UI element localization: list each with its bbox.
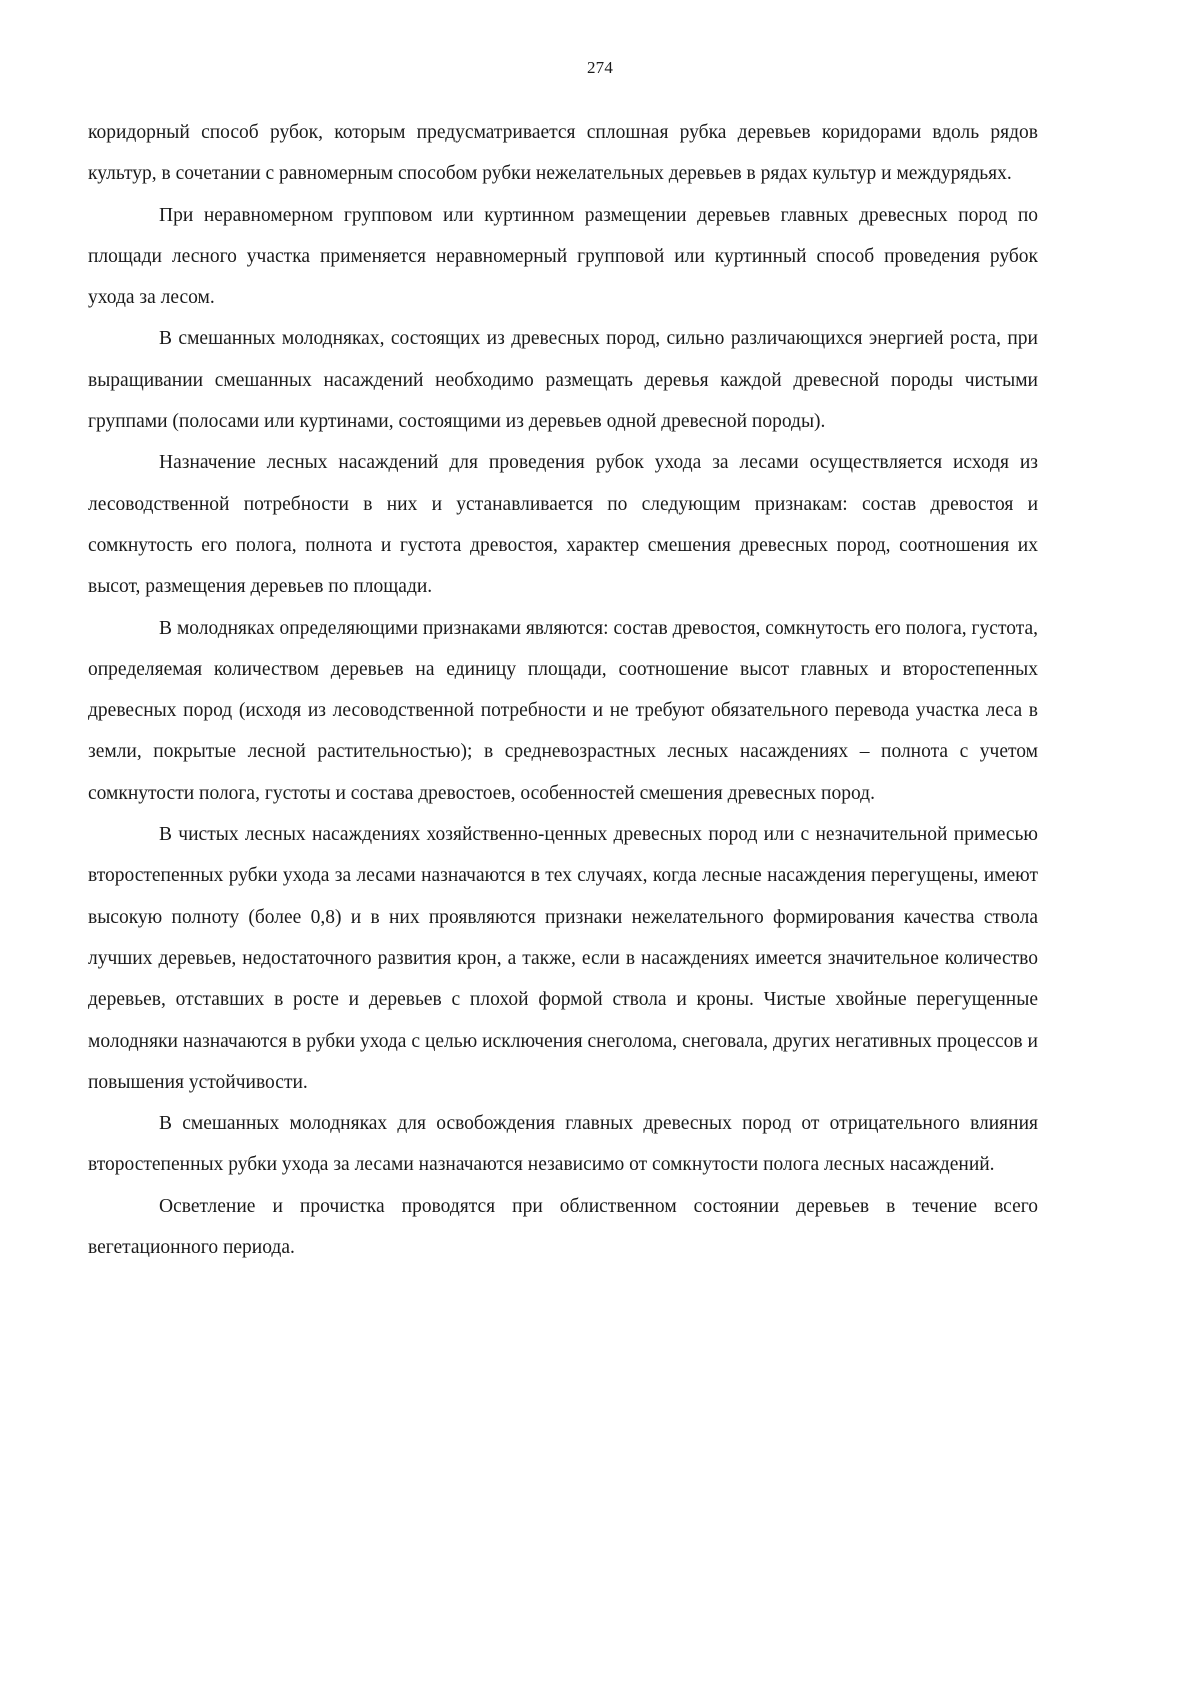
paragraph: Осветление и прочистка проводятся при облиственном состоянии деревьев в течение всего вегетационного периода.: [88, 1195, 1038, 1259]
paragraph: В смешанных молодняках для освобождения главных древесных пород от отрицательного влияния второстепенных рубки ухода за лесами назначаются независимо от сомкнутости полога лесных насаждений.: [88, 1113, 1038, 1176]
paragraph-continuation: коридорный способ рубок, которым предусматривается сплошная рубка деревьев коридорами вдоль рядов культур, в сочетании с равномерным способом рубки нежелательных деревьев в рядах культур и междурядьях.: [88, 122, 1038, 185]
paragraph: При неравномерном групповом или куртинном размещении деревьев главных древесных пород по площади лесного участка применяется неравномерный групповой или куртинный способ проведения рубок ухода за лесом.: [88, 204, 1038, 309]
document-body: [88, 112, 1038, 1268]
page-number: 274: [586, 58, 614, 77]
paragraph: Назначение лесных насаждений для проведения рубок ухода за лесами осуществляется исходя из лесоводственной потребности в них и устанавливается по следующим признакам: состав древостоя и сомкнутость его полога, полнота и густота древостоя, характер смешения древесных пород, соотношения их высот, размещения деревьев по площади.: [88, 452, 1038, 598]
paragraph: В чистых лесных насаждениях хозяйственно-ценных древесных пород или с незначительной примесью второстепенных рубки ухода за лесами назначаются в тех случаях, когда лесные насаждения перегущены, имеют высокую полноту (более 0,8) и в них проявляются признаки нежелательного формирования качества ствола лучших деревьев, недостаточного развития крон, а также, если в насаждениях имеется значительное количество деревьев, отставших в росте и деревьев с плохой формой ствола и кроны. Чистые хвойные перегущенные молодняки назначаются в рубки ухода с целью исключения снеголома, снеговала, других негативных процессов и повышения устойчивости.: [88, 824, 1038, 1093]
paragraph: В молодняках определяющими признаками являются: состав древостоя, сомкнутость его полога, густота, определяемая количеством деревьев на единицу площади, соотношение высот главных и второстепенных древесных пород (исходя из лесоводственной потребности и не требуют обязательного перевода участка леса в земли, покрытые лесной растительностью); в средневозрастных лесных насаждениях – полнота с учетом сомкнутости полога, густоты и состава древостоев, особенностей смешения древесных пород.: [88, 617, 1038, 804]
paragraph: В смешанных молодняках, состоящих из древесных пород, сильно различающихся энергией роста, при выращивании смешанных насаждений необходимо размещать деревья каждой древесной породы чистыми группами (полосами или куртинами, состоящими из деревьев одной древесной породы).: [88, 328, 1038, 433]
